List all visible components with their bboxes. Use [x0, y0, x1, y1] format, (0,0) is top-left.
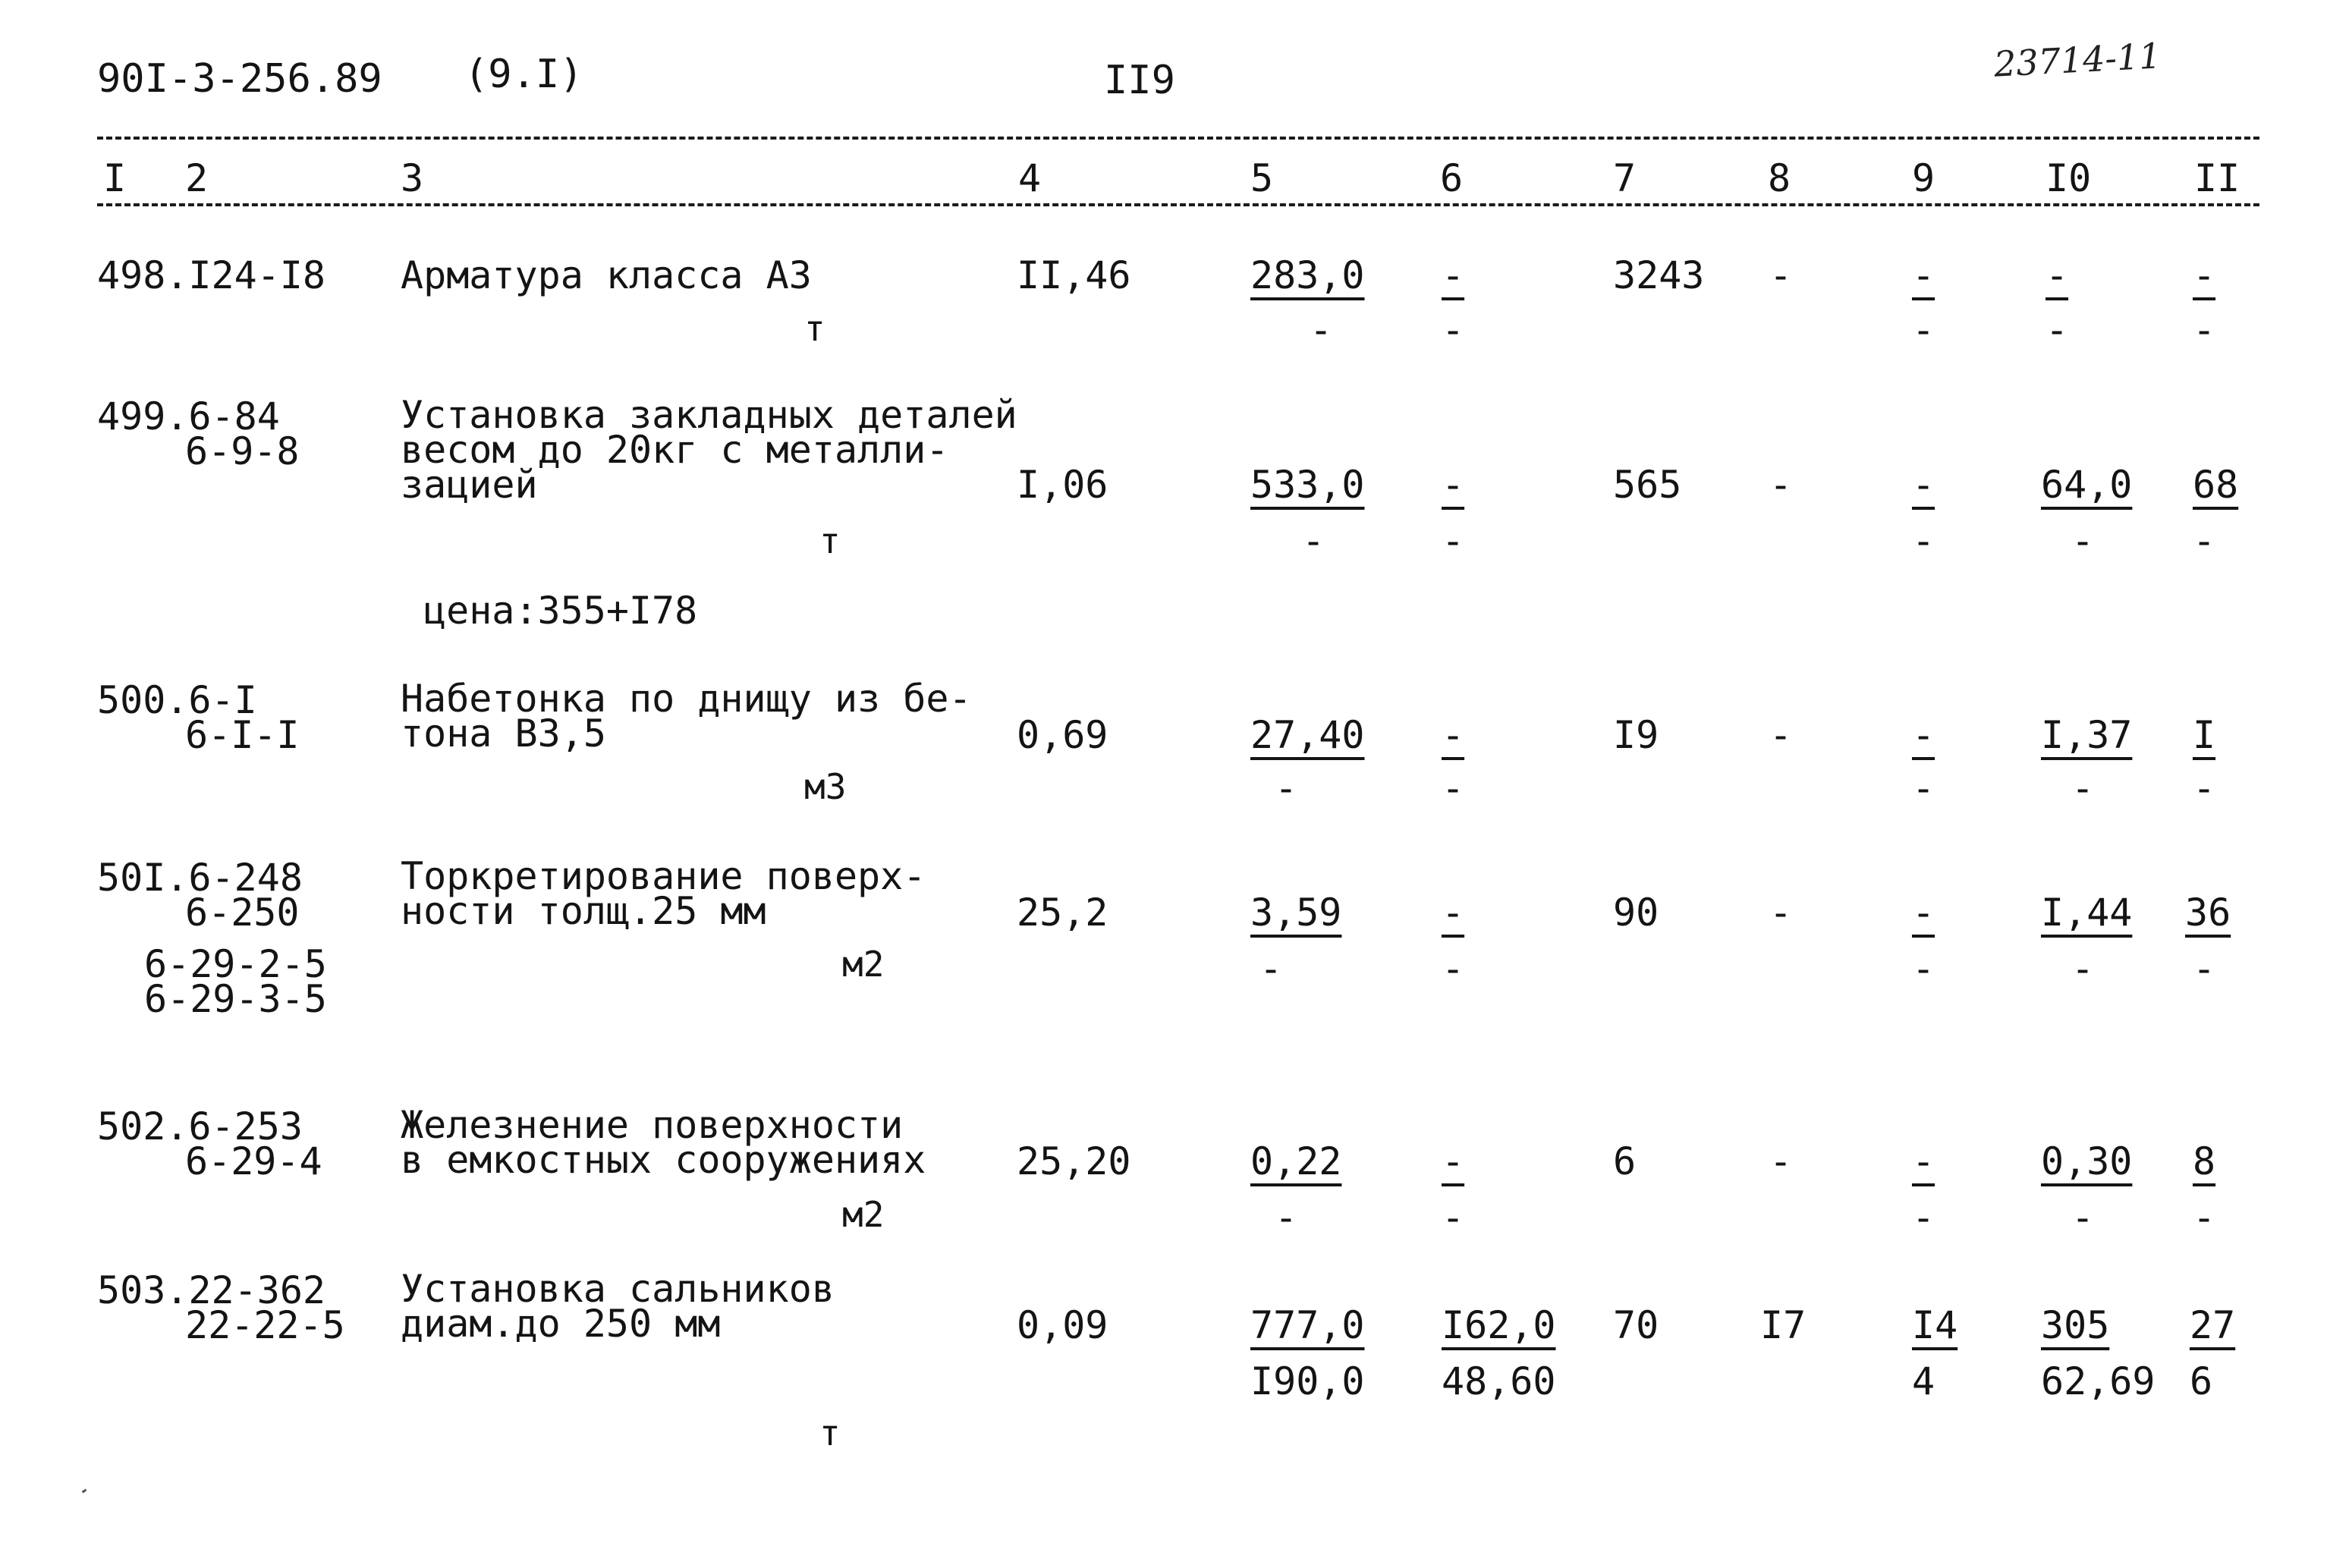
item-name: [401, 1103, 926, 1182]
col10-value: 305: [2041, 1303, 2110, 1347]
col6-value: -: [1442, 1139, 1465, 1183]
col9-subvalue: -: [1912, 947, 1935, 991]
col10-value: I,37: [2041, 713, 2133, 757]
col9-value: -: [1912, 463, 1935, 507]
col10-subvalue: 62,69: [2041, 1359, 2155, 1403]
col9-value: -: [1912, 253, 1935, 297]
col11-subvalue: -: [2193, 519, 2216, 563]
column-header: I: [103, 156, 127, 200]
column-header: 9: [1912, 156, 1935, 200]
column-header: 6: [1440, 156, 1464, 200]
col5-value: 283,0: [1250, 253, 1365, 297]
item-quantity: 25,2: [1017, 891, 1108, 935]
col11-value: 36: [2185, 891, 2231, 935]
col10-subvalue: -: [2045, 308, 2069, 352]
item-number: 500.6-I: [97, 678, 257, 722]
col9-value: -: [1912, 1139, 1935, 1183]
col6-value: -: [1442, 253, 1465, 297]
document-code: 90I-3-256.89: [97, 56, 382, 102]
col5-subvalue: -: [1275, 766, 1298, 810]
col10-value: 64,0: [2041, 463, 2133, 507]
column-header: 3: [401, 156, 424, 200]
item-number: 499.6-84: [97, 394, 280, 438]
item-name-line: Установка сальников: [401, 1267, 835, 1311]
col6-subvalue: -: [1442, 1196, 1465, 1240]
scan-mark: [82, 1489, 87, 1494]
col5-value: 27,40: [1250, 713, 1365, 757]
col6-value: -: [1442, 891, 1465, 935]
col6-subvalue: -: [1442, 308, 1465, 352]
item-name-line: тона В3,5: [401, 712, 606, 756]
col5-subvalue: -: [1275, 1196, 1298, 1240]
col9-value: I4: [1912, 1303, 1958, 1347]
col5-subvalue: -: [1302, 519, 1325, 563]
col6-subvalue: -: [1442, 766, 1465, 810]
header-rule: [97, 137, 2259, 140]
col7-value: 565: [1613, 463, 1682, 507]
item-quantity: 25,20: [1017, 1139, 1131, 1183]
item-unit: т: [819, 520, 841, 561]
item-name-line: ности толщ.25 мм: [401, 889, 766, 933]
item-unit: м2: [842, 944, 885, 985]
section-number: (9.I): [464, 52, 583, 97]
col9-subvalue: 4: [1912, 1359, 1935, 1403]
item-code: 6-9-8: [185, 429, 300, 473]
col9-value: -: [1912, 891, 1935, 935]
item-quantity: II,46: [1017, 253, 1131, 297]
col11-subvalue: -: [2193, 1196, 2216, 1240]
column-header: 2: [185, 156, 209, 200]
item-unit: м3: [804, 766, 847, 807]
item-name-line: Железнение поверхности: [401, 1103, 904, 1147]
item-name: [401, 677, 972, 756]
column-header: 5: [1250, 156, 1274, 200]
item-code: 6-29-3-5: [144, 977, 327, 1021]
item-name: Арматура класса А3: [401, 253, 812, 297]
col7-value: 90: [1613, 891, 1659, 935]
col11-value: 68: [2193, 463, 2239, 507]
item-code: 6-250: [185, 891, 300, 935]
col5-value: 777,0: [1250, 1303, 1365, 1347]
col10-value: I,44: [2041, 891, 2133, 935]
col7-value: 6: [1613, 1139, 1637, 1183]
item-code: 6-29-2-5: [144, 942, 327, 986]
col10-subvalue: -: [2071, 947, 2095, 991]
col8-value: -: [1769, 463, 1793, 507]
col6-value: -: [1442, 463, 1465, 507]
col6-subvalue: 48,60: [1442, 1359, 1556, 1403]
item-name-line: зацией: [401, 463, 538, 507]
column-header: 4: [1018, 156, 1042, 200]
column-header-rule: [97, 203, 2259, 206]
col5-subvalue: -: [1310, 308, 1333, 352]
col11-subvalue: 6: [2190, 1359, 2213, 1403]
col9-subvalue: -: [1912, 766, 1935, 810]
col9-subvalue: -: [1912, 519, 1935, 563]
item-name-line: Установка закладных деталей: [401, 393, 1017, 437]
col5-subvalue: I90,0: [1250, 1359, 1365, 1403]
col11-value: -: [2193, 253, 2216, 297]
item-name: [401, 1267, 835, 1346]
col11-subvalue: -: [2193, 947, 2216, 991]
item-quantity: 0,09: [1017, 1303, 1108, 1347]
item-quantity: 0,69: [1017, 713, 1108, 757]
column-header: II: [2194, 156, 2240, 200]
item-unit: т: [804, 308, 825, 349]
column-header: 8: [1768, 156, 1791, 200]
col8-value: -: [1769, 891, 1793, 935]
col5-value: 533,0: [1250, 463, 1365, 507]
item-unit: м2: [842, 1194, 885, 1235]
col6-subvalue: -: [1442, 947, 1465, 991]
col11-subvalue: -: [2193, 308, 2216, 352]
page-number: II9: [1104, 58, 1175, 103]
col6-value: I62,0: [1442, 1303, 1556, 1347]
col9-value: -: [1912, 713, 1935, 757]
item-name: [401, 393, 1017, 507]
col7-value: 70: [1613, 1303, 1659, 1347]
col11-value: I: [2193, 713, 2216, 757]
col11-value: 27: [2190, 1303, 2236, 1347]
col10-subvalue: -: [2071, 1196, 2095, 1240]
item-unit: т: [819, 1412, 841, 1453]
col6-value: -: [1442, 713, 1465, 757]
item-name-line: весом до 20кг с металли-: [401, 428, 949, 472]
col8-value: -: [1769, 253, 1793, 297]
item-name-line: Торкретирование поверх-: [401, 854, 926, 898]
item-number: 498.I24-I8: [97, 253, 326, 297]
item-number: 50I.6-248: [97, 856, 303, 900]
col5-value: 0,22: [1250, 1139, 1342, 1183]
col5-value: 3,59: [1250, 891, 1342, 935]
item-name-line: в емкостных сооружениях: [401, 1138, 926, 1182]
price-note: цена:355+I78: [423, 589, 698, 633]
handwritten-note: 23714-11: [1992, 35, 2162, 85]
column-header: I0: [2045, 156, 2092, 200]
item-quantity: I,06: [1017, 463, 1108, 507]
col10-subvalue: -: [2071, 766, 2095, 810]
col11-subvalue: -: [2193, 766, 2216, 810]
item-code: 6-29-4: [185, 1139, 322, 1183]
col9-subvalue: -: [1912, 1196, 1935, 1240]
item-name: [401, 854, 926, 933]
col10-subvalue: -: [2071, 519, 2095, 563]
item-name-line: Набетонка по днищу из бе-: [401, 677, 972, 721]
col7-value: 3243: [1613, 253, 1705, 297]
item-code: 6-I-I: [185, 713, 300, 757]
item-code: 22-22-5: [185, 1303, 345, 1347]
col10-value: 0,30: [2041, 1139, 2133, 1183]
col11-value: 8: [2193, 1139, 2216, 1183]
col10-value: -: [2045, 253, 2069, 297]
col7-value: I9: [1613, 713, 1659, 757]
item-number: 503.22-362: [97, 1268, 326, 1312]
column-header: 7: [1613, 156, 1637, 200]
col9-subvalue: -: [1912, 308, 1935, 352]
item-number: 502.6-253: [97, 1105, 303, 1149]
item-name-line: диам.до 250 мм: [401, 1302, 721, 1346]
col5-subvalue: -: [1259, 947, 1283, 991]
col8-value: -: [1769, 713, 1793, 757]
col8-value: -: [1769, 1139, 1793, 1183]
col8-value: I7: [1760, 1303, 1806, 1347]
col6-subvalue: -: [1442, 519, 1465, 563]
